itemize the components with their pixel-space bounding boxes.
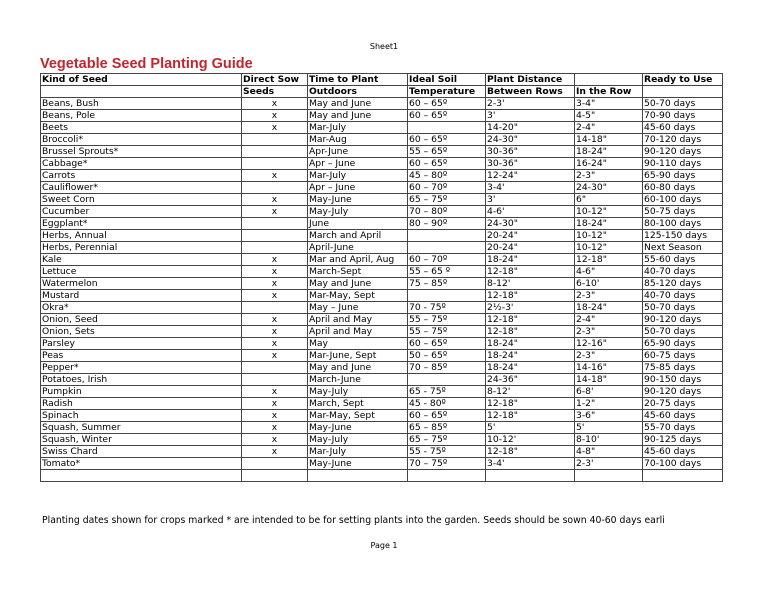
cell-seed-kind: Cucumber bbox=[41, 206, 242, 218]
cell-in-row: 14-18" bbox=[575, 374, 643, 386]
cell-direct-sow bbox=[242, 302, 308, 314]
cell-seed-kind: Mustard bbox=[41, 290, 242, 302]
table-row bbox=[41, 362, 723, 374]
cell-ready-to-use: 75-85 days bbox=[643, 362, 723, 374]
cell-seed-kind: Kale bbox=[41, 254, 242, 266]
cell-between-rows: 24-30" bbox=[486, 134, 575, 146]
blank-row bbox=[41, 470, 723, 482]
cell-seed-kind: Herbs, Annual bbox=[41, 230, 242, 242]
cell-direct-sow: x bbox=[242, 98, 308, 110]
cell-between-rows: 3' bbox=[486, 194, 575, 206]
header-between-rows: Between Rows bbox=[486, 86, 575, 98]
header-row bbox=[41, 74, 723, 86]
cell-ready-to-use: 90-125 days bbox=[643, 434, 723, 446]
table-row bbox=[41, 110, 723, 122]
cell-time-to-plant: April and May bbox=[308, 326, 408, 338]
cell-ready-to-use: 45-60 days bbox=[643, 446, 723, 458]
cell-in-row: 18-24" bbox=[575, 218, 643, 230]
cell-between-rows: 12-18" bbox=[486, 398, 575, 410]
cell-direct-sow bbox=[242, 362, 308, 374]
table-row bbox=[41, 158, 723, 170]
cell-time-to-plant: Mar-July bbox=[308, 122, 408, 134]
cell-time-to-plant: May and June bbox=[308, 362, 408, 374]
cell-direct-sow: x bbox=[242, 338, 308, 350]
cell-soil-temp: 70 – 80º bbox=[408, 206, 486, 218]
blank-cell bbox=[308, 470, 408, 482]
cell-ready-to-use: Next Season bbox=[643, 242, 723, 254]
cell-soil-temp: 60 – 65º bbox=[408, 410, 486, 422]
table-row bbox=[41, 386, 723, 398]
table-row bbox=[41, 206, 723, 218]
table-row bbox=[41, 242, 723, 254]
cell-in-row: 18-24" bbox=[575, 146, 643, 158]
cell-direct-sow: x bbox=[242, 386, 308, 398]
cell-ready-to-use: 60-80 days bbox=[643, 182, 723, 194]
cell-in-row: 10-12" bbox=[575, 206, 643, 218]
header-between-rows: Plant Distance bbox=[486, 74, 575, 86]
cell-in-row: 2-3' bbox=[575, 458, 643, 470]
cell-seed-kind: Lettuce bbox=[41, 266, 242, 278]
cell-ready-to-use: 70-90 days bbox=[643, 110, 723, 122]
cell-between-rows: 8-12' bbox=[486, 278, 575, 290]
cell-direct-sow: x bbox=[242, 266, 308, 278]
cell-ready-to-use: 50-70 days bbox=[643, 326, 723, 338]
cell-time-to-plant: Mar-Aug bbox=[308, 134, 408, 146]
cell-soil-temp: 60 – 65º bbox=[408, 158, 486, 170]
table-row bbox=[41, 302, 723, 314]
cell-time-to-plant: March, Sept bbox=[308, 398, 408, 410]
cell-ready-to-use: 90-120 days bbox=[643, 314, 723, 326]
cell-between-rows: 18-24" bbox=[486, 254, 575, 266]
cell-soil-temp bbox=[408, 290, 486, 302]
cell-between-rows: 24-36" bbox=[486, 374, 575, 386]
cell-time-to-plant: Apr – June bbox=[308, 182, 408, 194]
cell-time-to-plant: Apr – June bbox=[308, 158, 408, 170]
cell-seed-kind: Broccoli* bbox=[41, 134, 242, 146]
cell-seed-kind: Sweet Corn bbox=[41, 194, 242, 206]
table-row bbox=[41, 422, 723, 434]
cell-in-row: 4-5" bbox=[575, 110, 643, 122]
cell-in-row: 6-8' bbox=[575, 386, 643, 398]
table-row bbox=[41, 314, 723, 326]
cell-soil-temp: 70 - 75º bbox=[408, 302, 486, 314]
cell-in-row: 8-10' bbox=[575, 434, 643, 446]
cell-seed-kind: Beets bbox=[41, 122, 242, 134]
cell-ready-to-use: 70-120 days bbox=[643, 134, 723, 146]
cell-seed-kind: Potatoes, Irish bbox=[41, 374, 242, 386]
table-row bbox=[41, 326, 723, 338]
cell-soil-temp: 60 – 65º bbox=[408, 98, 486, 110]
sheet-name: Sheet1 bbox=[369, 42, 399, 51]
cell-time-to-plant: Mar-May, Sept bbox=[308, 410, 408, 422]
cell-time-to-plant: Mar and April, Aug bbox=[308, 254, 408, 266]
cell-ready-to-use: 50-70 days bbox=[643, 98, 723, 110]
cell-seed-kind: Beans, Pole bbox=[41, 110, 242, 122]
cell-direct-sow: x bbox=[242, 278, 308, 290]
cell-direct-sow: x bbox=[242, 422, 308, 434]
table-row bbox=[41, 278, 723, 290]
cell-time-to-plant: Apr-June bbox=[308, 146, 408, 158]
cell-between-rows: 5' bbox=[486, 422, 575, 434]
table-row bbox=[41, 254, 723, 266]
cell-soil-temp: 60 – 70º bbox=[408, 182, 486, 194]
cell-ready-to-use: 125-150 days bbox=[643, 230, 723, 242]
header-soil-temp: Ideal Soil bbox=[408, 74, 486, 86]
cell-in-row: 1-2" bbox=[575, 398, 643, 410]
cell-soil-temp: 65 - 75º bbox=[408, 386, 486, 398]
cell-soil-temp: 65 – 75º bbox=[408, 194, 486, 206]
header-row bbox=[41, 86, 723, 98]
cell-ready-to-use: 40-70 days bbox=[643, 290, 723, 302]
cell-time-to-plant: March-Sept bbox=[308, 266, 408, 278]
table-row bbox=[41, 230, 723, 242]
cell-direct-sow bbox=[242, 458, 308, 470]
header-seed-kind bbox=[41, 86, 242, 98]
cell-between-rows: 12-18" bbox=[486, 410, 575, 422]
cell-between-rows: 30-36" bbox=[486, 146, 575, 158]
cell-soil-temp: 55 – 75º bbox=[408, 314, 486, 326]
cell-in-row: 24-30" bbox=[575, 182, 643, 194]
header-in-row bbox=[575, 74, 643, 86]
header-seed-kind: Kind of Seed bbox=[41, 74, 242, 86]
cell-direct-sow: x bbox=[242, 410, 308, 422]
blank-cell bbox=[242, 470, 308, 482]
table-row bbox=[41, 446, 723, 458]
cell-time-to-plant: June bbox=[308, 218, 408, 230]
cell-in-row: 2-4" bbox=[575, 122, 643, 134]
table-row bbox=[41, 194, 723, 206]
cell-ready-to-use: 90-120 days bbox=[643, 146, 723, 158]
table-row bbox=[41, 350, 723, 362]
cell-seed-kind: Beans, Bush bbox=[41, 98, 242, 110]
cell-between-rows: 18-24" bbox=[486, 350, 575, 362]
cell-time-to-plant: Mar-July bbox=[308, 446, 408, 458]
cell-direct-sow: x bbox=[242, 290, 308, 302]
header-direct-sow: Seeds bbox=[242, 86, 308, 98]
cell-between-rows: 20-24" bbox=[486, 242, 575, 254]
cell-soil-temp: 65 – 75º bbox=[408, 434, 486, 446]
cell-between-rows: 18-24" bbox=[486, 338, 575, 350]
cell-time-to-plant: May-July bbox=[308, 386, 408, 398]
cell-time-to-plant: March and April bbox=[308, 230, 408, 242]
cell-ready-to-use: 60-100 days bbox=[643, 194, 723, 206]
cell-direct-sow: x bbox=[242, 254, 308, 266]
cell-ready-to-use: 70-100 days bbox=[643, 458, 723, 470]
page-number: Page 1 bbox=[370, 541, 398, 550]
table-row bbox=[41, 98, 723, 110]
cell-ready-to-use: 55-70 days bbox=[643, 422, 723, 434]
cell-ready-to-use: 85-120 days bbox=[643, 278, 723, 290]
cell-time-to-plant: May and June bbox=[308, 110, 408, 122]
cell-direct-sow bbox=[242, 218, 308, 230]
cell-time-to-plant: May-June bbox=[308, 422, 408, 434]
cell-soil-temp: 60 – 65º bbox=[408, 338, 486, 350]
table-row bbox=[41, 290, 723, 302]
cell-between-rows: 12-18" bbox=[486, 290, 575, 302]
cell-seed-kind: Pumpkin bbox=[41, 386, 242, 398]
cell-seed-kind: Brussel Sprouts* bbox=[41, 146, 242, 158]
cell-in-row: 16-24" bbox=[575, 158, 643, 170]
cell-soil-temp: 55 - 75º bbox=[408, 446, 486, 458]
cell-time-to-plant: May and June bbox=[308, 278, 408, 290]
cell-between-rows: 10-12' bbox=[486, 434, 575, 446]
cell-in-row: 5' bbox=[575, 422, 643, 434]
table-row bbox=[41, 410, 723, 422]
blank-cell bbox=[486, 470, 575, 482]
cell-time-to-plant: May-June bbox=[308, 458, 408, 470]
cell-in-row: 2-3" bbox=[575, 170, 643, 182]
cell-between-rows: 12-24" bbox=[486, 170, 575, 182]
cell-time-to-plant: May-June bbox=[308, 194, 408, 206]
cell-between-rows: 12-18" bbox=[486, 314, 575, 326]
cell-soil-temp bbox=[408, 230, 486, 242]
cell-ready-to-use: 55-60 days bbox=[643, 254, 723, 266]
cell-between-rows: 14-20" bbox=[486, 122, 575, 134]
cell-direct-sow: x bbox=[242, 314, 308, 326]
cell-between-rows: 12-18" bbox=[486, 266, 575, 278]
cell-seed-kind: Herbs, Perennial bbox=[41, 242, 242, 254]
cell-seed-kind: Onion, Sets bbox=[41, 326, 242, 338]
cell-between-rows: 3-4' bbox=[486, 182, 575, 194]
cell-between-rows: 12-18" bbox=[486, 326, 575, 338]
cell-soil-temp: 80 – 90º bbox=[408, 218, 486, 230]
cell-seed-kind: Spinach bbox=[41, 410, 242, 422]
cell-in-row: 2-3" bbox=[575, 326, 643, 338]
cell-soil-temp: 65 – 85º bbox=[408, 422, 486, 434]
cell-seed-kind: Cabbage* bbox=[41, 158, 242, 170]
cell-soil-temp: 60 – 70º bbox=[408, 254, 486, 266]
cell-in-row: 2-3" bbox=[575, 350, 643, 362]
cell-soil-temp: 70 – 85º bbox=[408, 362, 486, 374]
cell-time-to-plant: May bbox=[308, 338, 408, 350]
table-row bbox=[41, 146, 723, 158]
cell-ready-to-use: 65-90 days bbox=[643, 338, 723, 350]
header-ready-to-use bbox=[643, 86, 723, 98]
cell-time-to-plant: May-July bbox=[308, 206, 408, 218]
cell-between-rows: 30-36" bbox=[486, 158, 575, 170]
cell-direct-sow bbox=[242, 146, 308, 158]
cell-direct-sow: x bbox=[242, 122, 308, 134]
cell-between-rows: 12-18" bbox=[486, 446, 575, 458]
cell-soil-temp: 45 - 80º bbox=[408, 398, 486, 410]
table-row bbox=[41, 182, 723, 194]
cell-between-rows: 8-12' bbox=[486, 386, 575, 398]
cell-time-to-plant: Mar-May, Sept bbox=[308, 290, 408, 302]
cell-seed-kind: Cauliflower* bbox=[41, 182, 242, 194]
cell-soil-temp: 45 – 80º bbox=[408, 170, 486, 182]
cell-seed-kind: Squash, Winter bbox=[41, 434, 242, 446]
header-soil-temp: Temperature bbox=[408, 86, 486, 98]
cell-in-row: 6-10' bbox=[575, 278, 643, 290]
cell-time-to-plant: May-July bbox=[308, 434, 408, 446]
cell-seed-kind: Okra* bbox=[41, 302, 242, 314]
cell-direct-sow: x bbox=[242, 350, 308, 362]
cell-direct-sow: x bbox=[242, 446, 308, 458]
cell-in-row: 12-18" bbox=[575, 254, 643, 266]
cell-direct-sow bbox=[242, 230, 308, 242]
table-row bbox=[41, 458, 723, 470]
cell-in-row: 14-18" bbox=[575, 134, 643, 146]
cell-soil-temp: 75 – 85º bbox=[408, 278, 486, 290]
cell-seed-kind: Pepper* bbox=[41, 362, 242, 374]
cell-ready-to-use: 90-110 days bbox=[643, 158, 723, 170]
cell-soil-temp bbox=[408, 374, 486, 386]
cell-in-row: 4-8" bbox=[575, 446, 643, 458]
header-in-row: In the Row bbox=[575, 86, 643, 98]
header-time-to-plant: Time to Plant bbox=[308, 74, 408, 86]
cell-seed-kind: Eggplant* bbox=[41, 218, 242, 230]
cell-ready-to-use: 50-70 days bbox=[643, 302, 723, 314]
cell-seed-kind: Tomato* bbox=[41, 458, 242, 470]
cell-in-row: 3-6" bbox=[575, 410, 643, 422]
cell-ready-to-use: 60-75 days bbox=[643, 350, 723, 362]
cell-in-row: 18-24" bbox=[575, 302, 643, 314]
cell-in-row: 3-4" bbox=[575, 98, 643, 110]
cell-direct-sow: x bbox=[242, 326, 308, 338]
cell-ready-to-use: 45-60 days bbox=[643, 410, 723, 422]
cell-ready-to-use: 50-75 days bbox=[643, 206, 723, 218]
cell-seed-kind: Onion, Seed bbox=[41, 314, 242, 326]
cell-between-rows: 4-6' bbox=[486, 206, 575, 218]
cell-direct-sow: x bbox=[242, 206, 308, 218]
header-time-to-plant: Outdoors bbox=[308, 86, 408, 98]
table-row bbox=[41, 218, 723, 230]
cell-direct-sow bbox=[242, 242, 308, 254]
cell-direct-sow bbox=[242, 182, 308, 194]
cell-soil-temp: 55 – 65º bbox=[408, 146, 486, 158]
cell-in-row: 12-16" bbox=[575, 338, 643, 350]
blank-cell bbox=[41, 470, 242, 482]
cell-ready-to-use: 40-70 days bbox=[643, 266, 723, 278]
cell-in-row: 14-16" bbox=[575, 362, 643, 374]
cell-time-to-plant: Mar-July bbox=[308, 170, 408, 182]
cell-between-rows: 24-30" bbox=[486, 218, 575, 230]
cell-soil-temp bbox=[408, 122, 486, 134]
cell-time-to-plant: May and June bbox=[308, 98, 408, 110]
cell-soil-temp: 60 – 65º bbox=[408, 110, 486, 122]
cell-time-to-plant: April and May bbox=[308, 314, 408, 326]
cell-direct-sow: x bbox=[242, 434, 308, 446]
cell-seed-kind: Radish bbox=[41, 398, 242, 410]
cell-in-row: 2-4" bbox=[575, 314, 643, 326]
header-ready-to-use: Ready to Use bbox=[643, 74, 723, 86]
cell-seed-kind: Parsley bbox=[41, 338, 242, 350]
cell-ready-to-use: 90-150 days bbox=[643, 374, 723, 386]
cell-direct-sow: x bbox=[242, 170, 308, 182]
header-direct-sow: Direct Sow bbox=[242, 74, 308, 86]
cell-between-rows: 20-24" bbox=[486, 230, 575, 242]
cell-ready-to-use: 80-100 days bbox=[643, 218, 723, 230]
cell-between-rows: 3' bbox=[486, 110, 575, 122]
table-row bbox=[41, 266, 723, 278]
table-row bbox=[41, 134, 723, 146]
cell-direct-sow: x bbox=[242, 110, 308, 122]
cell-direct-sow: x bbox=[242, 194, 308, 206]
cell-time-to-plant: March-June bbox=[308, 374, 408, 386]
cell-direct-sow bbox=[242, 374, 308, 386]
table-row bbox=[41, 170, 723, 182]
table-row bbox=[41, 122, 723, 134]
cell-in-row: 4-6" bbox=[575, 266, 643, 278]
cell-between-rows: 2-3' bbox=[486, 98, 575, 110]
table-row bbox=[41, 434, 723, 446]
cell-in-row: 10-12" bbox=[575, 230, 643, 242]
blank-cell bbox=[643, 470, 723, 482]
footnote: Planting dates shown for crops marked * are intended to be for setting plants into the garden. Seeds should be sown 40-60 days earli bbox=[42, 515, 665, 526]
cell-ready-to-use: 45-60 days bbox=[643, 122, 723, 134]
cell-in-row: 6" bbox=[575, 194, 643, 206]
cell-time-to-plant: Mar-June, Sept bbox=[308, 350, 408, 362]
cell-soil-temp bbox=[408, 242, 486, 254]
cell-between-rows: 18-24" bbox=[486, 362, 575, 374]
cell-time-to-plant: May – June bbox=[308, 302, 408, 314]
cell-soil-temp: 70 – 75º bbox=[408, 458, 486, 470]
cell-direct-sow bbox=[242, 158, 308, 170]
table-row bbox=[41, 338, 723, 350]
cell-ready-to-use: 20-75 days bbox=[643, 398, 723, 410]
cell-seed-kind: Carrots bbox=[41, 170, 242, 182]
cell-in-row: 10-12" bbox=[575, 242, 643, 254]
blank-cell bbox=[408, 470, 486, 482]
table-row bbox=[41, 374, 723, 386]
planting-table bbox=[40, 73, 723, 482]
cell-direct-sow bbox=[242, 134, 308, 146]
cell-ready-to-use: 90-120 days bbox=[643, 386, 723, 398]
cell-soil-temp: 50 – 65º bbox=[408, 350, 486, 362]
cell-soil-temp: 55 – 75º bbox=[408, 326, 486, 338]
cell-soil-temp: 60 – 65º bbox=[408, 134, 486, 146]
cell-seed-kind: Squash, Summer bbox=[41, 422, 242, 434]
cell-time-to-plant: April-June bbox=[308, 242, 408, 254]
blank-cell bbox=[575, 470, 643, 482]
cell-between-rows: 3-4' bbox=[486, 458, 575, 470]
table-row bbox=[41, 398, 723, 410]
cell-seed-kind: Peas bbox=[41, 350, 242, 362]
cell-seed-kind: Swiss Chard bbox=[41, 446, 242, 458]
cell-soil-temp: 55 – 65 º bbox=[408, 266, 486, 278]
cell-seed-kind: Watermelon bbox=[41, 278, 242, 290]
document-title: Vegetable Seed Planting Guide bbox=[40, 56, 253, 72]
cell-direct-sow: x bbox=[242, 398, 308, 410]
cell-in-row: 2-3" bbox=[575, 290, 643, 302]
cell-ready-to-use: 65-90 days bbox=[643, 170, 723, 182]
cell-between-rows: 2½-3' bbox=[486, 302, 575, 314]
